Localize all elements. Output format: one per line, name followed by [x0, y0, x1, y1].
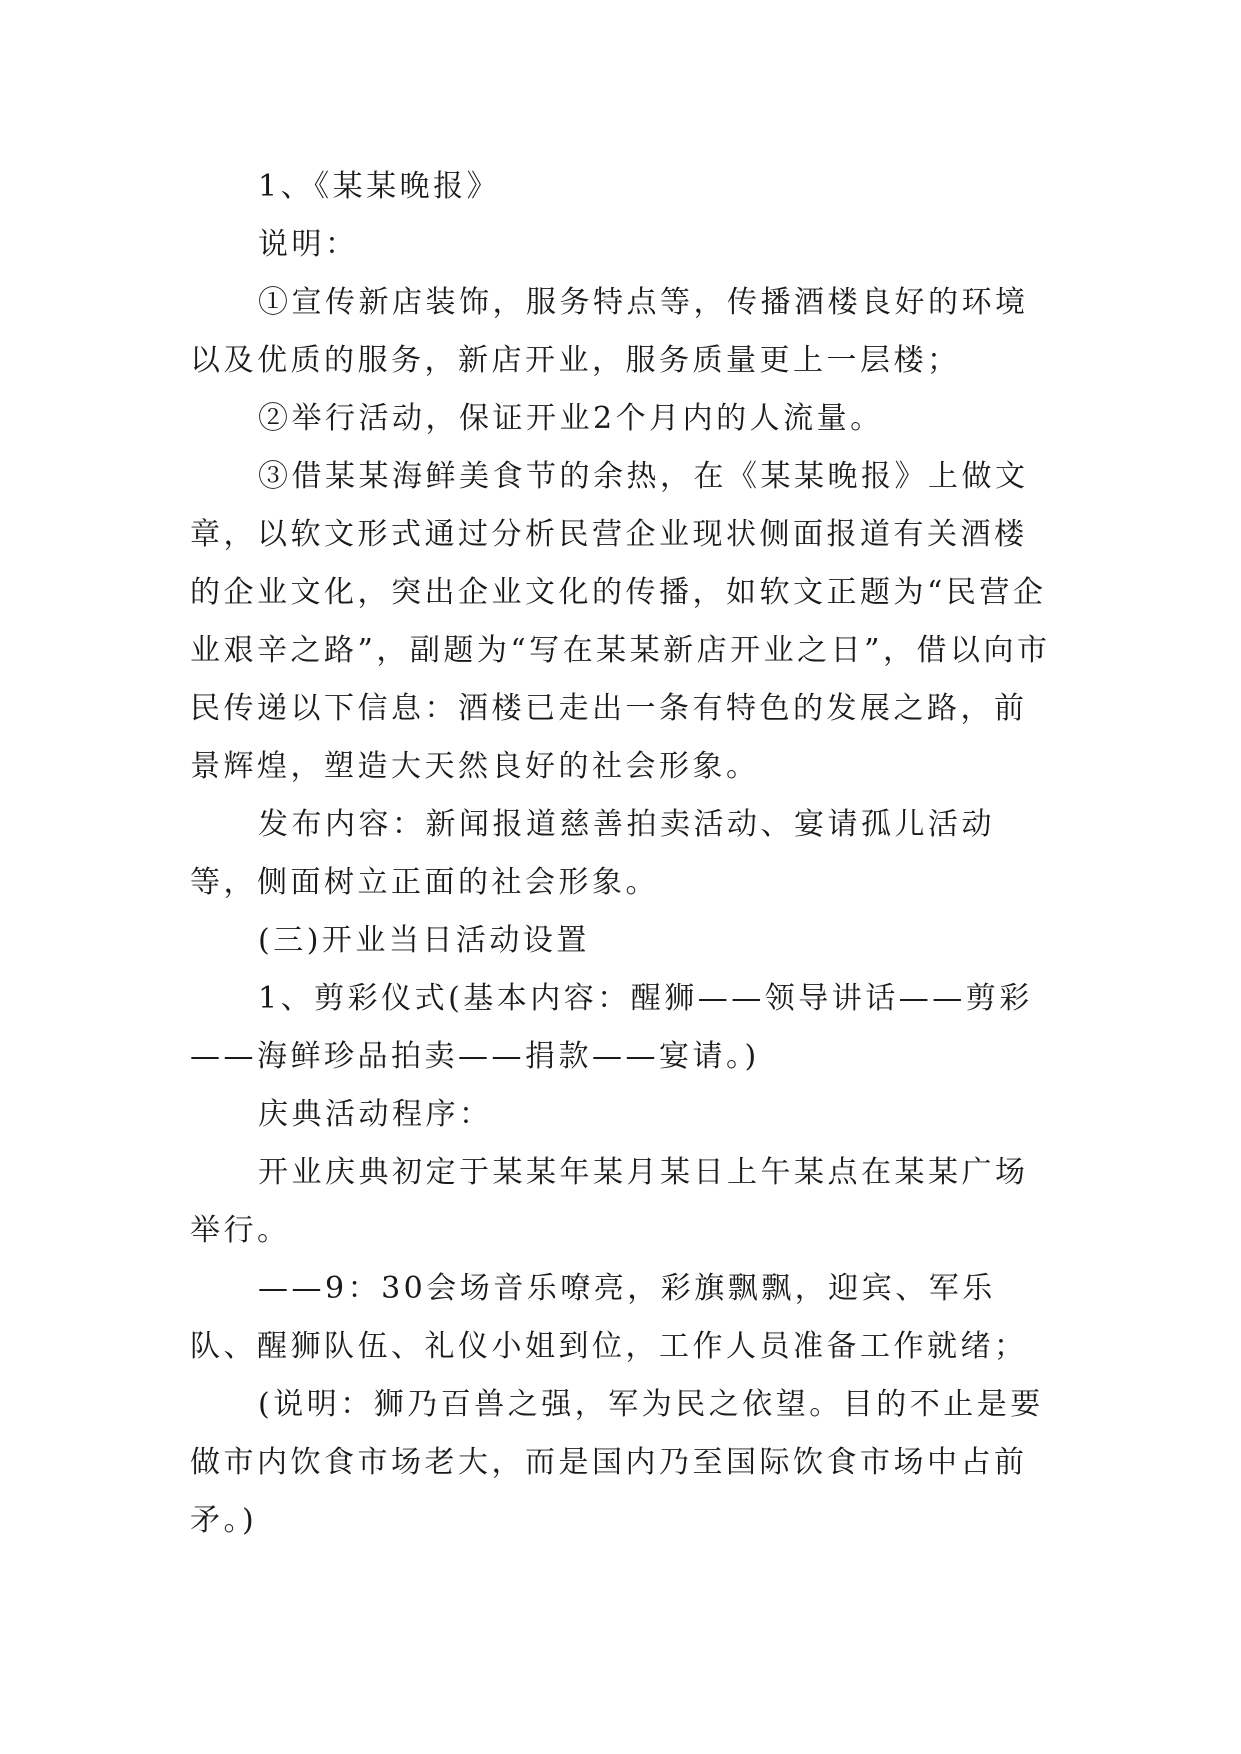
- heading-newspaper: 1、《某某晚报》: [258, 169, 501, 204]
- section-heading-opening-day: (三)开业当日活动设置: [258, 923, 590, 958]
- point-one-paragraph: ①宣传新店装饰，服务特点等，传播酒楼良好的环境以及优质的服务，新店开业，服务质量更上一层楼；: [190, 285, 1029, 378]
- ceremony-program-label: 庆典活动程序：: [258, 1097, 493, 1132]
- ribbon-cutting-paragraph: 1、剪彩仪式(基本内容：醒狮——领导讲话——剪彩——海鲜珍品拍卖——捐款——宴请。): [190, 981, 1033, 1074]
- timeline-item-paragraph: ——9：30会场音乐嘹亮，彩旗飘飘，迎宾、军乐队、醒狮队伍、礼仪小姐到位，工作人员准备工作就绪；: [190, 1271, 1028, 1364]
- point-three-paragraph: ③借某某海鲜美食节的余热，在《某某晚报》上做文章，以软文形式通过分析民营企业现状侧面报道有关酒楼的企业文化，突出企业文化的传播，如软文正题为“民营企业艰辛之路”，副题为“写在某某新店开业之日”，借以向市民传递以下信息：酒楼已走出一条有特色的发展之路，前景辉煌，塑造大天然良好的社会形象。: [190, 459, 1051, 784]
- ceremony-schedule-paragraph: 开业庆典初定于某某年某月某日上午某点在某某广场举行。: [190, 1155, 1029, 1248]
- point-two-paragraph: ②举行活动，保证开业2个月内的人流量。: [258, 401, 884, 436]
- explanation-label: 说明：: [258, 227, 359, 262]
- publish-content-paragraph: 发布内容：新闻报道慈善拍卖活动、宴请孤儿活动等，侧面树立正面的社会形象。: [190, 807, 995, 900]
- document-body: [190, 158, 1052, 1550]
- explanation-note-paragraph: (说明：狮乃百兽之强，军为民之依望。目的不止是要做市内饮食市场老大，而是国内乃至国际饮食市场中占前矛。): [190, 1387, 1044, 1538]
